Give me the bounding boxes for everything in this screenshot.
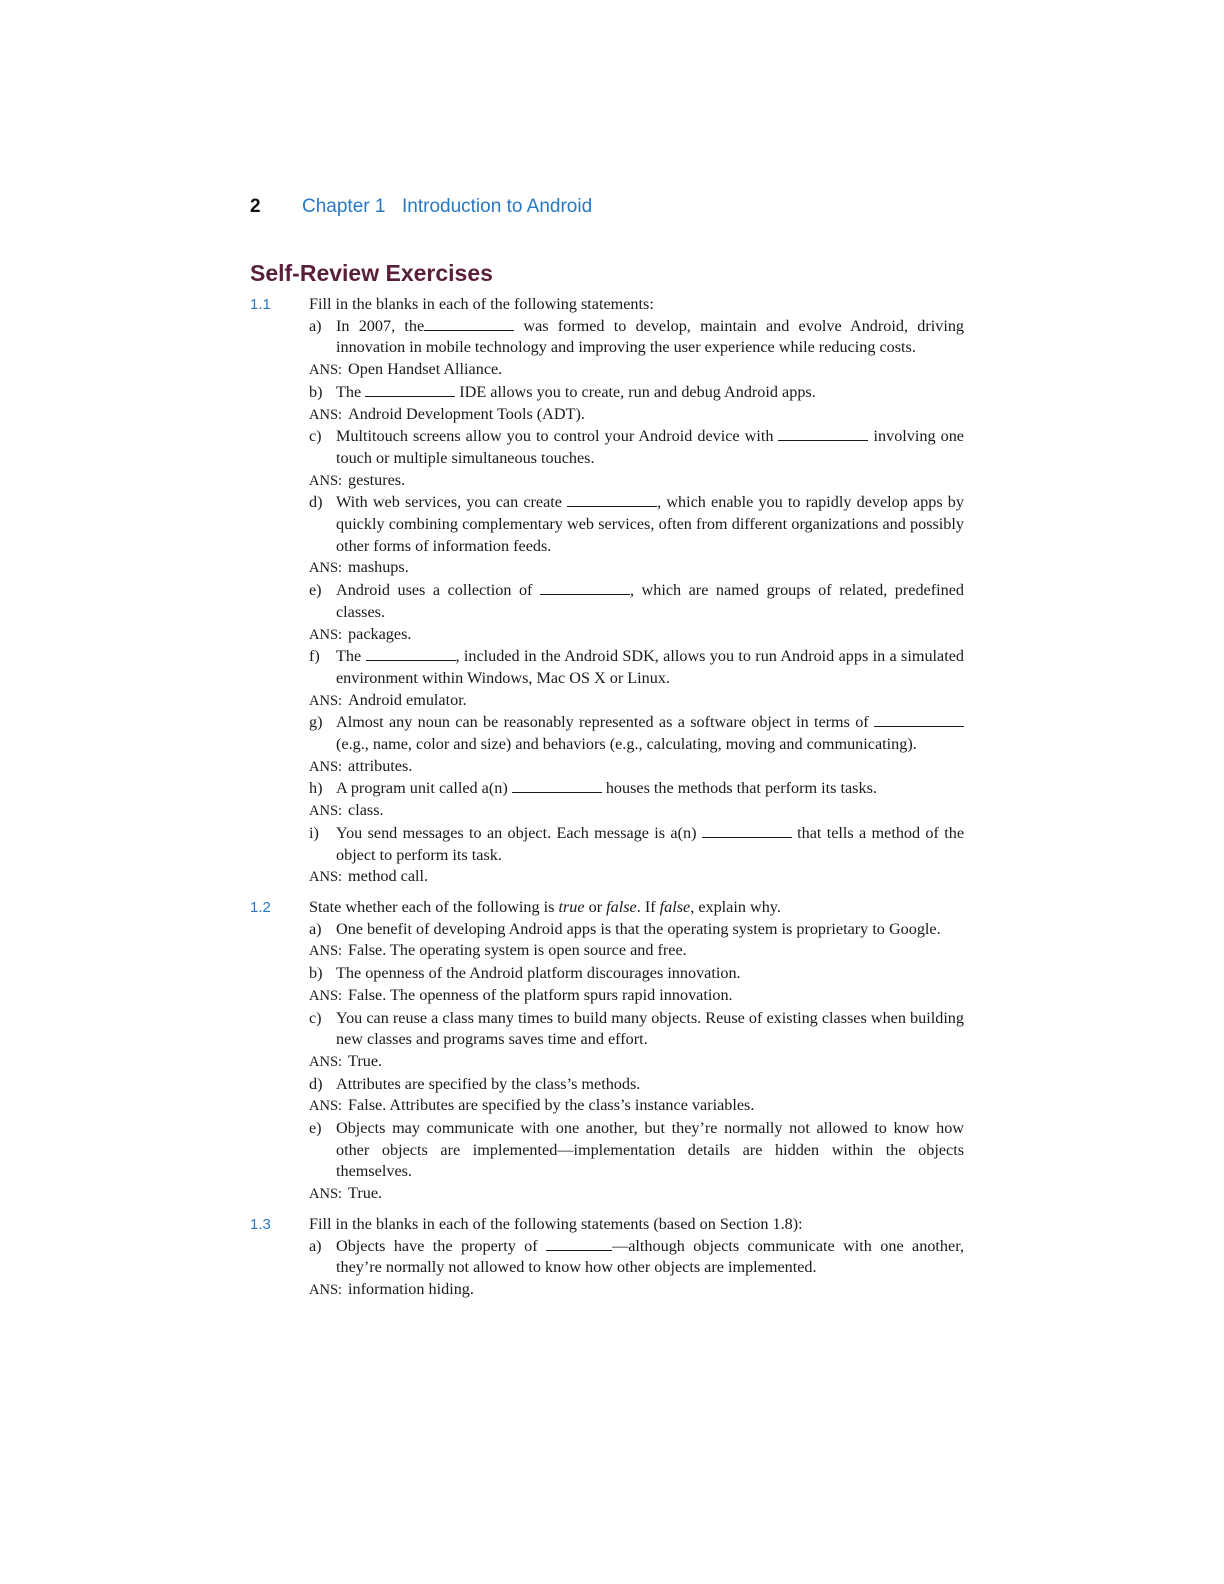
item-text-after: was formed to develop, maintain and evolve Android, driving innovation in mobile technology and improving the user experience while reducing costs. [336,316,965,357]
question-item [309,823,964,866]
exercise-list [250,294,964,1302]
ans-label: ANS: [309,626,343,643]
prompt-part: State whether each of the following is [309,897,555,916]
exercise-1-3 [250,1214,964,1302]
answer-line [309,940,964,963]
exercise-1-2 [250,897,964,1206]
ans-label: ANS: [309,758,343,775]
answer-blank [874,712,964,727]
question-item [309,1008,964,1051]
prompt-true: true [558,897,585,916]
item-label: d) [309,1074,323,1093]
ans-label: ANS: [309,1281,343,1298]
answer-line [309,1183,964,1206]
answer-text: True. [348,1184,383,1203]
item-label: c) [309,427,322,446]
item-text: One benefit of developing Android apps is that the operating system is proprietary to Google. [336,919,941,938]
ans-label: ANS: [309,1053,343,1070]
question-item [309,1074,964,1096]
answer-blank [512,778,602,793]
answer-text: False. The openness of the platform spurs rapid innovation. [348,985,733,1004]
answer-blank [546,1236,612,1251]
answer-blank [567,492,657,507]
exercise-number: 1.3 [250,1215,271,1233]
item-text-after: , which are named groups of related, predefined classes. [336,581,965,621]
ans-label: ANS: [309,943,343,960]
answer-text: gestures. [348,470,406,489]
answer-text: False. The operating system is open source and free. [348,941,687,960]
answer-line [309,359,964,382]
exercise-prompt: Fill in the blanks in each of the following statements (based on Section 1.8): [309,1214,803,1233]
item-text-after: involving one touch or multiple simultaneous touches. [336,427,964,467]
answer-blank [424,316,514,331]
answer-text: True. [348,1051,383,1070]
answer-blank [702,823,792,838]
prompt-part: , explain why. [690,897,781,916]
answer-text: Open Handset Alliance. [348,360,503,379]
ans-label: ANS: [309,1186,343,1203]
answer-line [309,690,964,713]
item-text-before: Objects have the property of [336,1236,538,1255]
item-label: a) [309,1236,322,1255]
ans-label: ANS: [309,803,343,820]
ans-label: ANS: [309,692,343,709]
chapter-label: Chapter 1 [302,196,386,217]
answer-text: packages. [348,624,412,643]
item-label: b) [309,382,323,401]
item-label: c) [309,1008,322,1027]
item-label: h) [309,779,323,798]
item-text-before: A program unit called a(n) [336,779,508,798]
answer-line [309,470,964,493]
answer-line [309,1051,964,1074]
answer-line [309,1095,964,1118]
answer-line [309,756,964,779]
ans-label: ANS: [309,406,343,423]
item-text-before: You send messages to an object. Each message is a(n) [336,823,697,842]
exercise-prompt [309,897,964,919]
prompt-false: false [659,897,691,916]
running-head [250,194,592,220]
item-text-after: that tells a method of the object to perform its task. [336,823,965,864]
item-text-before: The [336,382,362,401]
exercise-number: 1.1 [250,296,271,313]
answer-text: Android Development Tools (ADT). [348,404,585,423]
answer-text: method call. [348,867,429,886]
prompt-false: false [606,897,637,916]
question-item [309,919,964,941]
item-text-after: (e.g., name, color and size) and behaviors (e.g., calculating, moving and communicating). [336,735,917,754]
answer-blank [540,580,630,595]
item-text: You can reuse a class many times to build many objects. Reuse of existing classes when building new classes and programs saves time and effort. [336,1008,964,1049]
item-text: Objects may communicate with one another, but they’re normally not allowed to know how other objects are implemented—implementation details are hidden within the objects themselves. [336,1119,964,1181]
exercise-number: 1.2 [250,898,271,916]
question-item [309,712,964,755]
answer-line [309,557,964,580]
answer-line [309,404,964,427]
question-item [309,778,964,800]
question-item [309,1236,964,1279]
item-label: i) [309,823,319,842]
prompt-part: or [588,897,603,916]
ans-label: ANS: [309,1098,343,1115]
exercise-prompt: Fill in the blanks in each of the following statements: [309,295,654,313]
item-text-before: Multitouch screens allow you to control your Android device with [336,427,774,446]
answer-blank [366,646,456,661]
item-text-after: houses the methods that perform its tasks. [605,779,877,798]
prompt-part: . If [636,897,656,916]
ans-label: ANS: [309,987,343,1004]
item-text-before: Android uses a collection of [336,581,533,600]
item-label: e) [309,581,322,600]
item-label: a) [309,316,322,335]
ans-label: ANS: [309,560,343,577]
item-text-before: The [336,647,362,666]
item-label: f) [309,647,320,666]
answer-blank [778,426,868,441]
page-number: 2 [250,196,261,217]
item-text-before: Almost any noun can be reasonably represented as a software object in terms of [336,713,869,732]
answer-text: class. [348,801,384,820]
answer-line [309,624,964,647]
ans-label: ANS: [309,472,343,489]
chapter-title: Introduction to Android [402,196,593,217]
question-item [309,316,964,359]
item-text: Attributes are specified by the class’s methods. [336,1074,641,1093]
item-text-after: —although objects communicate with one another, they’re normally not allowed to know how other objects are implemented. [336,1236,964,1277]
item-text-before: With web services, you can create [336,493,562,512]
answer-text: attributes. [348,756,413,775]
answer-text: information hiding. [348,1279,474,1298]
item-label: d) [309,493,323,512]
item-label: a) [309,919,322,938]
ans-label: ANS: [309,362,343,379]
ans-label: ANS: [309,869,343,886]
item-text-before: In 2007, the [336,316,425,335]
question-item [309,580,964,623]
item-text-after: , included in the Android SDK, allows you to run Android apps in a simulated environment within Windows, Mac OS X or Linux. [336,647,964,687]
item-text-after: , which enable you to rapidly develop apps by quickly combining complementary web services, often from different organizations and possibly other forms of information feeds. [336,493,964,555]
answer-line [309,985,964,1008]
question-item [309,963,964,985]
question-item [309,646,964,689]
answer-blank [365,382,455,397]
item-text-after: IDE allows you to create, run and debug Android apps. [459,382,816,401]
answer-text: mashups. [348,558,409,577]
question-item [309,1118,964,1183]
item-label: g) [309,713,323,732]
exercise-1-1 [250,294,964,889]
item-label: b) [309,964,323,983]
answer-line [309,866,964,889]
answer-text: Android emulator. [348,690,467,709]
answer-line [309,800,964,823]
question-item [309,382,964,404]
item-label: e) [309,1119,322,1138]
answer-line [309,1279,964,1302]
item-text: The openness of the Android platform discourages innovation. [336,964,741,983]
section-title: Self-Review Exercises [250,260,493,286]
question-item [309,492,964,557]
answer-text: False. Attributes are specified by the class’s instance variables. [348,1096,755,1115]
question-item [309,426,964,469]
